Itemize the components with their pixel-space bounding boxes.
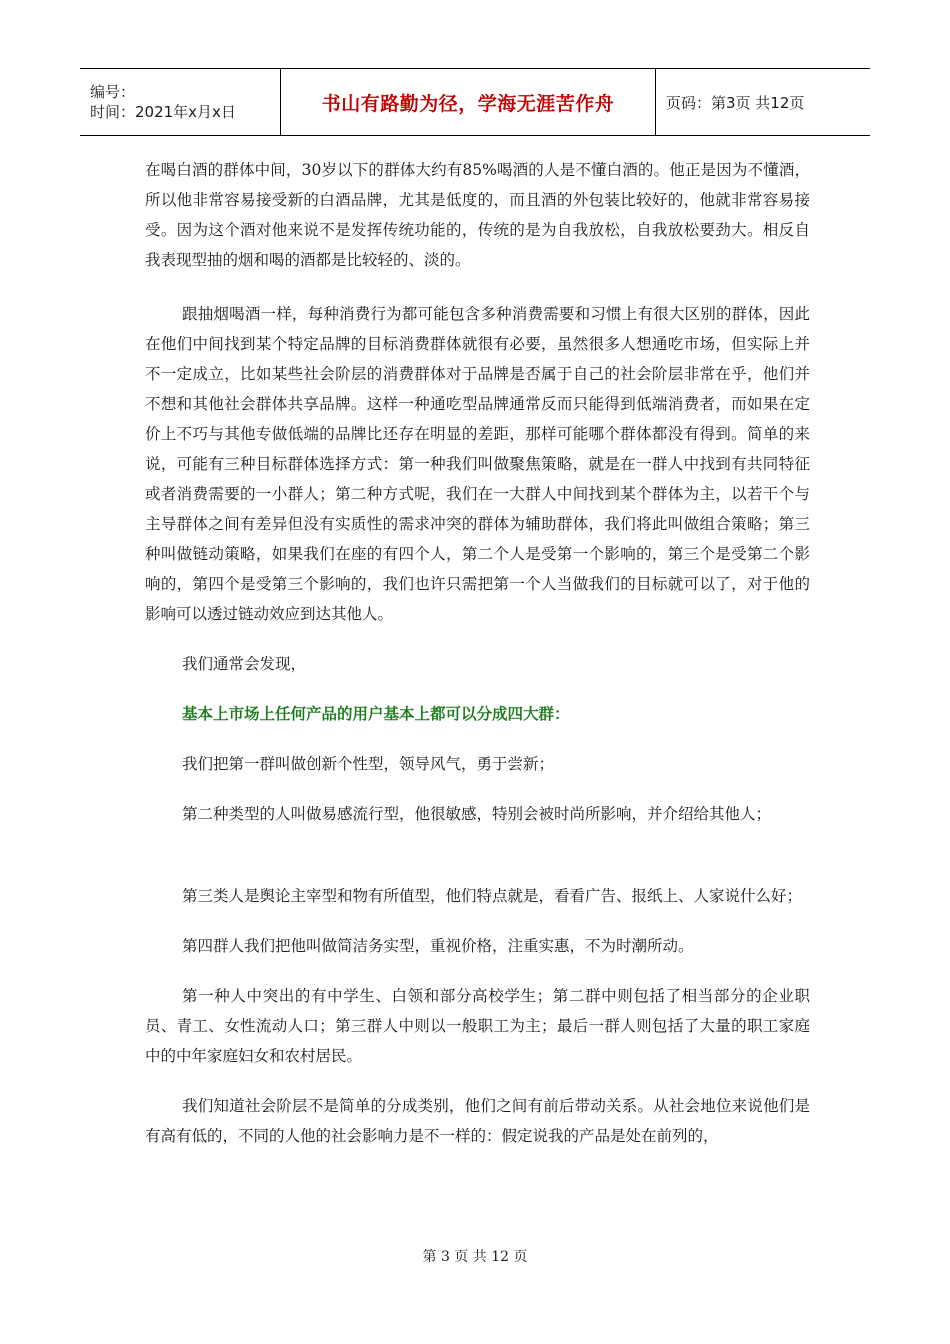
header-motto: 书山有路勤为径，学海无涯苦作舟 xyxy=(321,92,615,115)
paragraph-type-1: 我们把第一群叫做创新个性型，领导风气，勇于尝新； xyxy=(182,755,555,773)
header-left-cell xyxy=(80,69,281,135)
paragraph-2: 跟抽烟喝酒一样，每种消费行为都可能包含多种消费需要和习惯上有很大区别的群体，因此在他们中间找到某个特定品牌的目标消费群体就很有必要，虽然很多人想通吃市场，但实际上并不一定成立，比如某些社会阶层的消费群体对于品牌是否属于自己的社会阶层非常在乎，他们并不想和其他社会群体共享品牌。这样一种通吃型品牌通常反而只能得到低端消费者，而如果在定价上不巧与其他专做低端的品牌比还存在明显的差距，那样可能哪个群体都没有得到。简单的来说，可能有三种目标群体选择方式：第一种我们叫做聚焦策略，就是在一群人中找到有共同特征或者消费需要的一小群人；第二种方式呢，我们在一大群人中间找到某个群体为主，以若干个与主导群体之间有差异但没有实质性的需求冲突的群体为辅助群体，我们将此叫做组合策略；第三种叫做链动策略，如果我们在座的有四个人，第二个人是受第一个影响的，第三个是受第二个影响的，第四个是受第三个影响的，我们也许只需把第一个人当做我们的目标就可以了，对于他的影响可以透过链动效应到达其他人。 xyxy=(145,305,810,623)
paragraph-1: 在喝白酒的群体中间，30岁以下的群体大约有85%喝酒的人是不懂白酒的。他正是因为不懂酒，所以他非常容易接受新的白酒品牌，尤其是低度的，而且酒的外包装比较好的，他就非常容易接受。因为这个酒对他来说不是发挥传统功能的，传统的是为自我放松，自我放松要劲大。相反自我表现型抽的烟和喝的酒都是比较轻的、淡的。 xyxy=(145,161,810,269)
header-motto-cell xyxy=(281,69,656,135)
paragraph-groups: 第一种人中突出的有中学生、白领和部分高校学生；第二群中则包括了相当部分的企业职员、青工、女性流动人口；第三群人中则以一般职工为主；最后一群人则包括了大量的职工家庭中的中年家庭妇女和农村居民。 xyxy=(145,987,810,1065)
paragraph-3: 我们通常会发现， xyxy=(182,655,307,673)
paragraph-type-3: 第三类人是舆论主宰型和物有所值型，他们特点就是，看看广告、报纸上、人家说什么好； xyxy=(182,887,803,905)
document-number-label: 编号： xyxy=(90,83,136,101)
paragraph-type-4: 第四群人我们把他叫做简洁务实型，重视价格，注重实惠，不为时潮所动。 xyxy=(182,937,694,955)
paragraph-type-2: 第二种类型的人叫做易感流行型，他很敏感，特别会被时尚所影响，并介绍给其他人； xyxy=(182,805,772,823)
document-date: 时间：2021年x月x日 xyxy=(90,103,236,121)
page-footer: 第 3 页 共 12 页 xyxy=(422,1249,528,1265)
header-page-cell xyxy=(656,69,870,135)
header-page-info: 页码：第3页 共12页 xyxy=(666,93,805,112)
paragraph-social-class: 我们知道社会阶层不是简单的分成类别，他们之间有前后带动关系。从社会地位来说他们是有高有低的，不同的人他的社会影响力是不一样的：假定说我的产品是处在前列的， xyxy=(145,1097,810,1145)
page-header xyxy=(80,68,870,136)
highlighted-paragraph: 基本上市场上任何产品的用户基本上都可以分成四大群： xyxy=(182,704,570,723)
document-body xyxy=(145,150,810,1151)
